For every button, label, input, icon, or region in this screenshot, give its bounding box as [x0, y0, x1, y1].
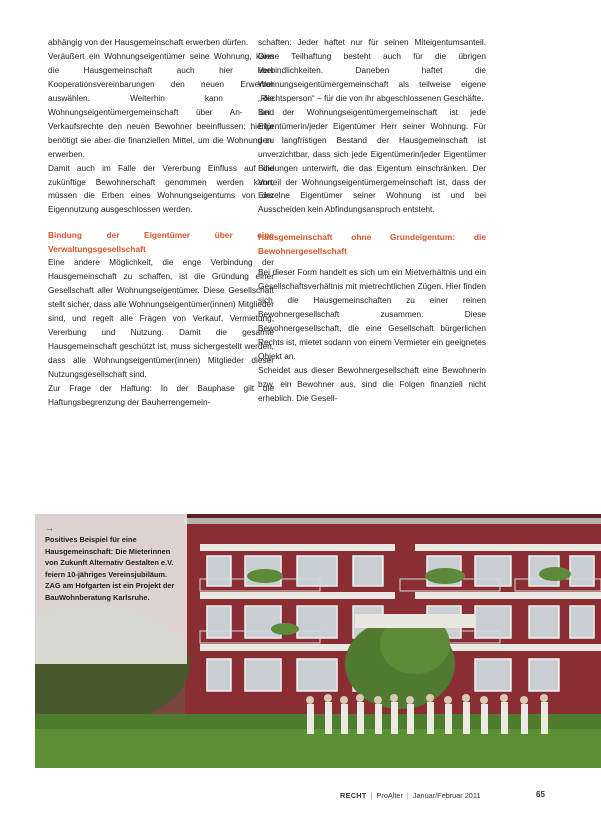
paragraph: Damit auch im Falle der Vererbung Einfluss auf die zukünftige Bewohnerschaft genommen werden kann, müssen die Erben eines Wohnungseigentums von der Eigennutzung ausgeschlossen werden. — [48, 162, 274, 215]
page-number: 65 — [536, 790, 545, 799]
building-photo — [35, 514, 601, 768]
paragraph: Eine andere Möglichkeit, die enge Verbindung der Hausgemeinschaft zu schaffen, ist die Gründung einer Gesellschaft aller Wohnungseigentümer. Diese Gesellschaft stellt sicher, dass alle Wohnungseigentümer(innen) Mitglieder sind, und regelt alle Fragen von Verkauf, Vermietung, Vererbung und Nutzung. Damit die gesamte Hausgemeinschaft geschützt ist, muss sichergestellt werden, dass alle Wohnungseigentümer(innen) Mitglieder dieser Nutzungsgesellschaft sind. — [48, 257, 274, 380]
photo-caption — [35, 514, 187, 664]
page-footer — [340, 791, 480, 800]
paragraph: Veräußert ein Wohnungseigentümer seine Wohnung, kann die Hausgemeinschaft auch hier über Kooperationsvereinbarungen den neuen Erwerber auswählen. Weiterhin kann die Wohnungseigentümergemeinschaft über An- und Verkaufsrechte den neuen Bewohner beeinflussen; hierfür benötigt sie aber die finanziellen Mittel, um die Wohnung zu erwerben. — [48, 50, 274, 159]
caption-text: Positives Beispiel für eine Hausgemeinschaft: Die Mieterinnen von Zukunft Alternativ Gestalten e.V. feiern 10-jähriges Vereinsjubiläum. ZAG am Hofgarten ist ein Projekt der BauWohnberatung Karlsruhe. — [45, 535, 175, 602]
footer-magazine: ProAlter — [376, 791, 403, 800]
paragraph: Scheidet aus dieser Bewohnergesellschaft eine Bewohnerin bzw. ein Bewohner aus, sind die Folgen finanziell nicht erheblich. Die Gesell- — [258, 365, 486, 403]
section-heading: Hausgemeinschaft ohne Grundeigentum: die Bewohnergesellschaft — [258, 232, 486, 256]
paragraph: Bei der Wohnungseigentümergemeinschaft ist jede Eigentümerin/jeder Eigentümer Herr seiner Wohnung. Für den langfristigen Bestand der Hausgemeinschaft ist unverzichtbar, dass sich jede Eigentümerin/jeder Eigentümer Bindungen unterwirft, die das Eigentum einschränken. Der Vorteil der Wohnungseigentümergemeinschaft ist, dass der Einzelne Eigentümer seiner Wohnung ist und bei Ausscheiden kein Abfindungsanspruch entsteht. — [258, 106, 486, 215]
left-column — [48, 36, 274, 410]
paragraph: schaften: Jeder haftet nur für seinen Miteigentumsanteil. Diese Teilhaftung besteht auch für die übrigen Verbindlichkeiten. Daneben haftet die Wohnungseigentümergemeinschaft als teilweise eigene „Rechtsperson“ – für die von ihr abgeschlossenen Geschäfte. — [258, 37, 486, 103]
paragraph: Bei dieser Form handelt es sich um ein Mietverhältnis und ein Gesellschaftsverhältnis mit mietrechtlichen Zügen. Hier finden sich die Hausgemeinschaften zu einer reinen Bewohnergesellschaft zusammen. Diese Bewohnergesellschaft, die eine Gesellschaft bürgerlichen Rechts ist, mietet sodann von einem Vermieter ein geeignetes Objekt an. — [258, 267, 486, 362]
footer-separator: | — [370, 791, 373, 800]
right-column — [258, 36, 486, 406]
arrow-icon: → — [45, 523, 54, 533]
paragraph: abhängig von der Hausgemeinschaft erwerben dürfen. — [48, 37, 249, 47]
footer-section: RECHT — [340, 791, 367, 800]
paragraph: Zur Frage der Haftung: In der Bauphase gilt die Haftungsbegrenzung der Bauherrengemein- — [48, 382, 274, 407]
section-heading: Bindung der Eigentümer über eine Verwaltungsgesellschaft — [48, 230, 274, 254]
footer-separator: | — [406, 791, 409, 800]
footer-issue: Januar/Februar 2011 — [412, 791, 481, 800]
